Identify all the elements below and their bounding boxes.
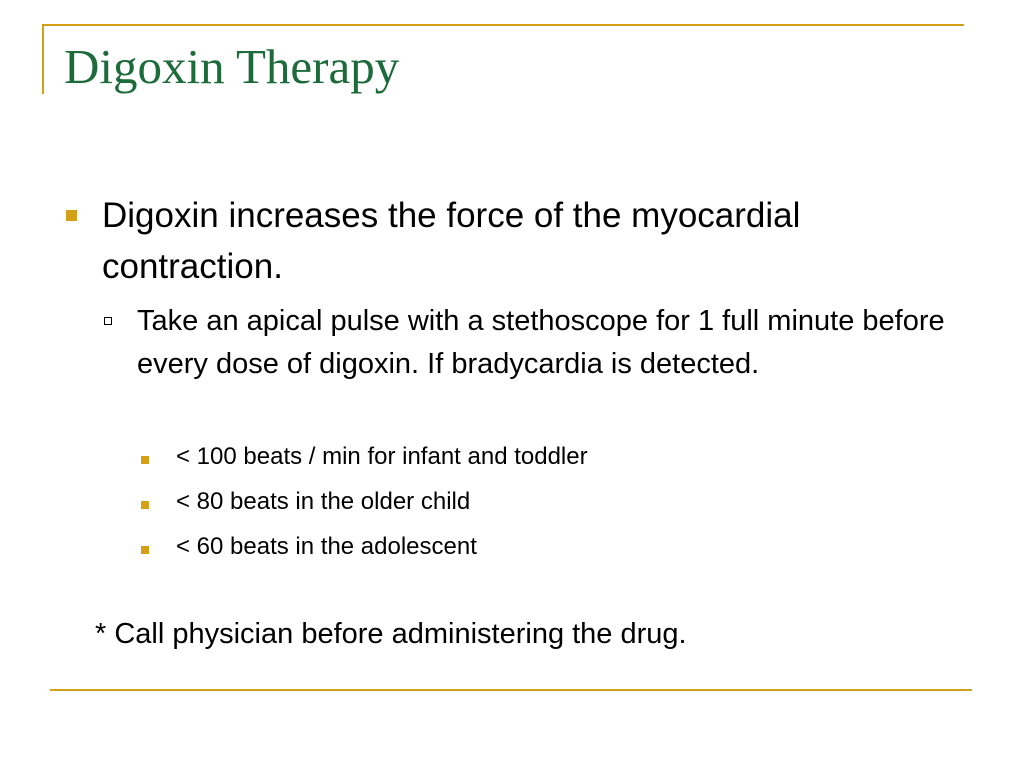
slide-title: Digoxin Therapy	[64, 39, 400, 94]
bullet-marker-hollow-square-icon	[104, 317, 112, 325]
sub-bullet-item: < 60 beats in the adolescent	[176, 533, 477, 560]
bullet-marker-square-icon	[66, 210, 77, 221]
left-rule	[42, 24, 44, 94]
bullet-marker-small-square-icon	[141, 501, 149, 509]
physician-note: * Call physician before administering the drug.	[95, 618, 687, 650]
bullet-level1: Digoxin increases the force of the myocardial contraction.	[102, 196, 801, 286]
bottom-rule	[50, 689, 972, 691]
bullet-marker-small-square-icon	[141, 456, 149, 464]
sub-bullet-item: < 100 beats / min for infant and toddler	[176, 443, 588, 470]
bullet-marker-small-square-icon	[141, 546, 149, 554]
sub-bullet-item: < 80 beats in the older child	[176, 488, 471, 515]
top-rule	[42, 24, 964, 26]
bullet-level2: Take an apical pulse with a stethoscope for 1 full minute before every dose of digoxin. If bradycardia is detected.	[137, 305, 945, 380]
